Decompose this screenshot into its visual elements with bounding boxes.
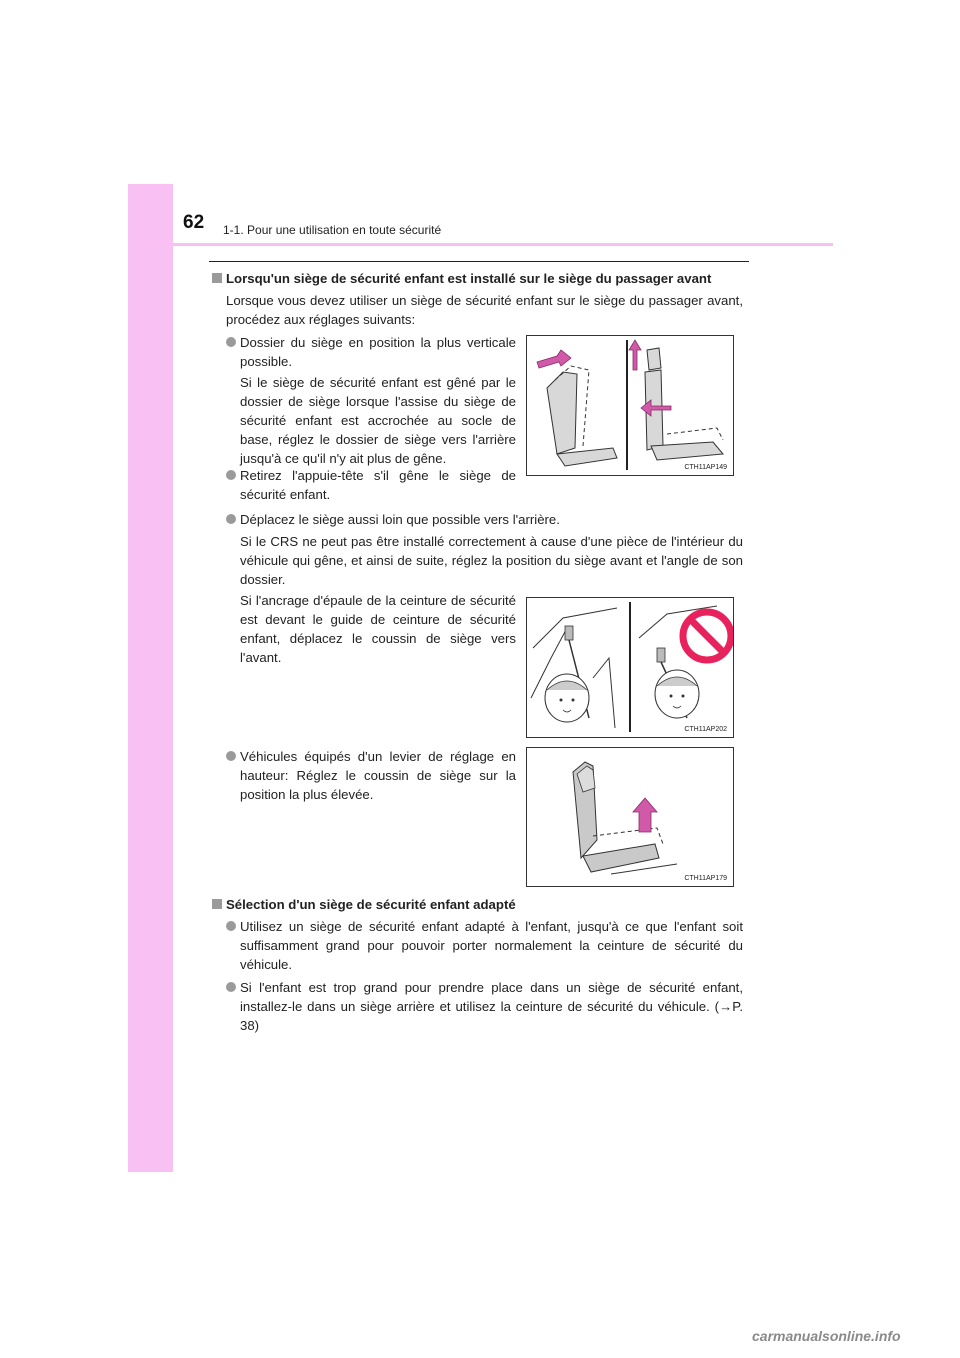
round-bullet-icon — [226, 751, 236, 761]
figure-seat-recline — [526, 335, 734, 476]
figure-code: CTH11AP149 — [684, 464, 727, 471]
round-bullet-icon — [226, 337, 236, 347]
bullet-move-back-note2: Si l'ancrage d'épaule de la ceinture de sécurité est devant le guide de ceinture de sécurité enfant, déplacez le coussin de siège vers l'avant. — [240, 593, 516, 665]
round-bullet-icon — [226, 470, 236, 480]
figure-code: CTH11AP179 — [684, 875, 727, 882]
square-bullet-icon — [212, 899, 222, 909]
passenger-seat-heading: Lorsqu'un siège de sécurité enfant est installé sur le siège du passager avant — [212, 269, 766, 288]
page-number: 62 — [183, 212, 205, 233]
bullet-rear-seat: Si l'enfant est trop grand pour prendre place dans un siège de sécurité enfant, installez-le dans un siège arrière et utilisez la ceinture de sécurité du véhicule. (→P. 38) — [226, 978, 743, 1035]
bullet-move-back: Déplacez le siège aussi loin que possible vers l'arrière. — [226, 510, 743, 529]
section-title: 1-1. Pour une utilisation en toute sécurité — [223, 223, 442, 237]
figure-belt-anchor — [526, 597, 734, 738]
belt-anchor-illustration — [527, 598, 733, 737]
bullet-adapted-seat: Utilisez un siège de sécurité enfant adapté à l'enfant, jusqu'à ce que l'enfant soit suffisamment grand pour pouvoir porter normalement la ceinture de sécurité du véhicule. — [226, 917, 743, 974]
square-bullet-icon — [212, 273, 222, 283]
round-bullet-icon — [226, 514, 236, 524]
sub-rule — [209, 261, 749, 262]
bullet-backrest: Dossier du siège en position la plus verticale possible. — [226, 333, 516, 371]
bullet-height-lever: Véhicules équipés d'un levier de réglage en hauteur: Réglez le coussin de siège sur la position la plus élevée. — [226, 747, 516, 804]
bullet-headrest: Retirez l'appuie-tête s'il gêne le siège de sécurité enfant. — [226, 466, 516, 504]
figure-code: CTH11AP202 — [684, 726, 727, 733]
selection-heading: Sélection d'un siège de sécurité enfant adapté — [212, 895, 766, 914]
bullet-move-back-note: Si le CRS ne peut pas être installé correctement à cause d'une pièce de l'intérieur du véhicule qui gêne, et ainsi de suite, réglez la position du siège avant et l'angle de son dossier. — [240, 534, 743, 587]
passenger-seat-intro: Lorsque vous devez utiliser un siège de sécurité enfant sur le siège du passager avant, procédez aux réglages suivants: — [226, 293, 743, 327]
round-bullet-icon — [226, 982, 236, 992]
seat-height-illustration — [527, 748, 733, 886]
bullet-backrest-note: Si le siège de sécurité enfant est gêné par le dossier de siège lorsque l'assise du siège de sécurité enfant est accrochée au socle de base, réglez le dossier de siège vers l'arrière jusqu'à ce qu'il n'y ait plus de gêne. — [240, 375, 516, 466]
side-color-strip — [128, 184, 173, 1172]
round-bullet-icon — [226, 921, 236, 931]
header-rule — [173, 243, 833, 246]
seat-recline-illustration — [527, 336, 733, 475]
figure-seat-height — [526, 747, 734, 887]
watermark-site: carmanualsonline.info — [752, 1328, 901, 1344]
